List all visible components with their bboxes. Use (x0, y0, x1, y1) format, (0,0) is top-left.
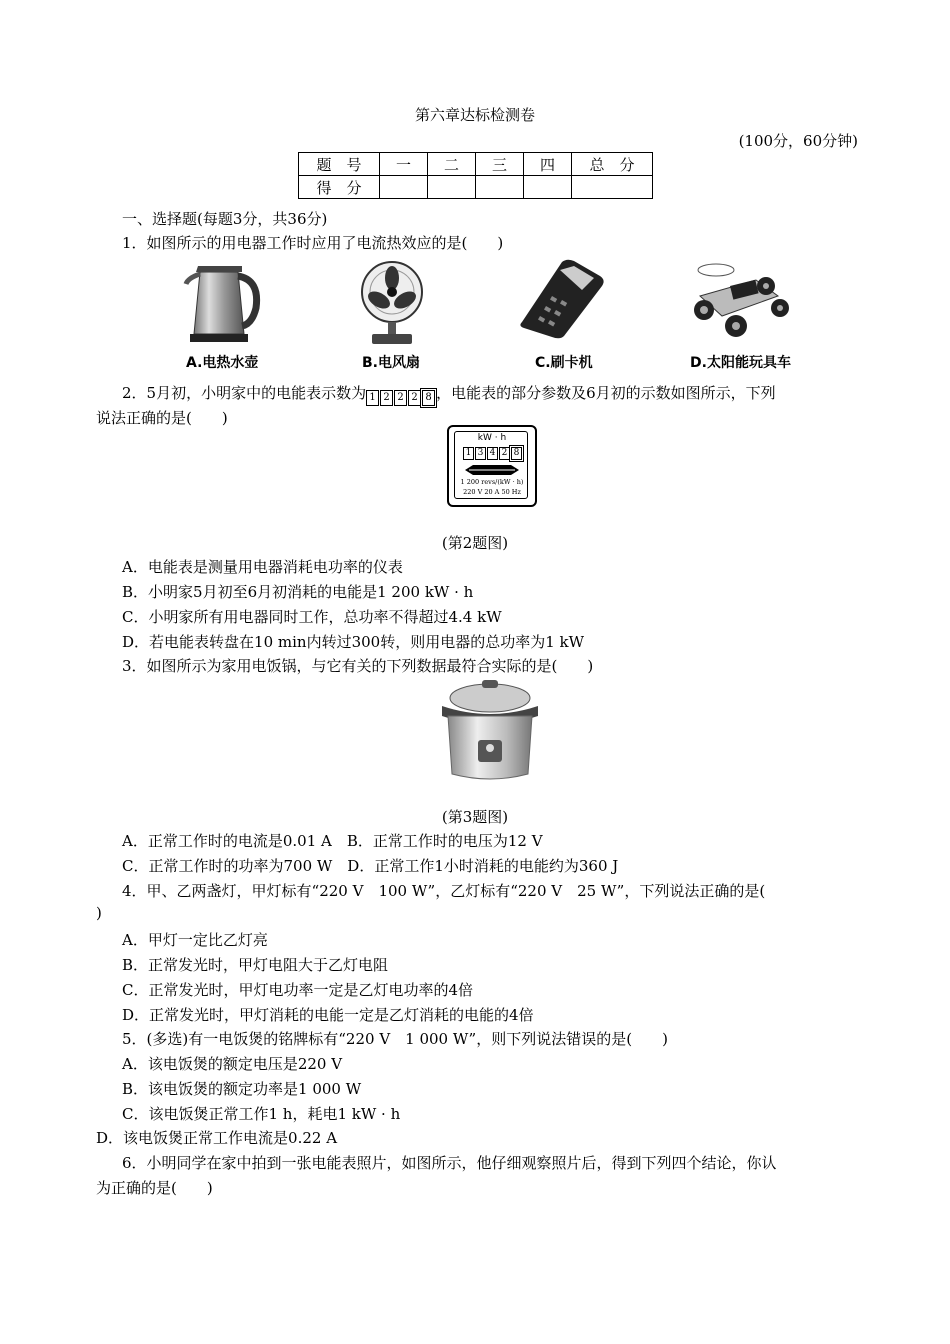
table-cell: 得 分 (299, 176, 380, 199)
score-input-cell[interactable] (428, 176, 476, 199)
option-c: C．正常发光时，甲灯电功率一定是乙灯电功率的4倍 (122, 981, 474, 999)
question-4-stem-line2: ) (96, 904, 102, 922)
digit-box: 8 (422, 390, 435, 406)
meter-unit: kW · h (477, 433, 507, 443)
option-label-d: D.太阳能玩具车 (690, 355, 791, 371)
meter-revs: 1 200 revs/(kW · h) (460, 478, 524, 486)
score-input-cell[interactable] (524, 176, 572, 199)
meter-spec: 220 V 20 A 50 Hz (463, 488, 521, 496)
digit-box: 1 (366, 390, 379, 406)
question-6-stem: 6．小明同学在家中拍到一张电能表照片，如图所示，他仔细观察照片后，得到下列四个结论，你认 (122, 1154, 777, 1172)
figure-caption: (第2题图) (441, 534, 509, 552)
electric-fan-image (352, 258, 432, 348)
table-cell: 题 号 (299, 153, 380, 176)
digit-box: 2 (408, 390, 421, 406)
meter-reading-boxes (366, 386, 436, 406)
option-b: B．该电饭煲的额定功率是1 000 W (122, 1080, 362, 1098)
score-input-cell[interactable] (380, 176, 428, 199)
question-4-stem: 4．甲、乙两盏灯，甲灯标有“220 V 100 W”，乙灯标有“220 V 25 W”，下列说法正确的是( (122, 882, 766, 900)
page-title: 第六章达标检测卷 (414, 106, 535, 124)
table-cell: 四 (524, 153, 572, 176)
digit-box: 2 (499, 447, 510, 460)
table-row (299, 176, 653, 199)
digit-box: 4 (487, 447, 498, 460)
electric-kettle-image (178, 258, 268, 348)
option-d: D．该电饭煲正常工作电流是0.22 A (96, 1129, 338, 1147)
option-d: D．若电能表转盘在10 min内转过300转，则用电器的总功率为1 kW (122, 633, 585, 651)
digit-box: 2 (380, 390, 393, 406)
question-6-stem-line2: 为正确的是( ) (96, 1179, 213, 1197)
score-input-cell[interactable] (476, 176, 524, 199)
table-cell: 二 (428, 153, 476, 176)
table-cell: 一 (380, 153, 428, 176)
table-cell: 总 分 (572, 153, 653, 176)
option-d: D．正常发光时，甲灯消耗的电能一定是乙灯消耗的电能的4倍 (122, 1006, 534, 1024)
question-2-stem (122, 382, 776, 406)
option-a: A．该电饭煲的额定电压是220 V (122, 1055, 343, 1073)
rice-cooker-image (434, 676, 546, 784)
score-input-cell[interactable] (572, 176, 653, 199)
option-a: A．电能表是测量用电器消耗电功率的仪表 (122, 558, 403, 576)
option-label-b: B.电风扇 (362, 355, 420, 371)
digit-box: 3 (475, 447, 486, 460)
table-cell: 三 (476, 153, 524, 176)
meter-digits (463, 447, 523, 460)
option-b: B．小明家5月初至6月初消耗的电能是1 200 kW · h (122, 583, 474, 601)
electricity-meter-figure (447, 425, 537, 507)
digit-box: 2 (394, 390, 407, 406)
solar-toy-car-image (686, 256, 791, 346)
question-2-stem-text: ，电能表的部分参数及6月初的示数如图所示，下列 (436, 384, 776, 402)
question-5-stem: 5．(多选)有一电饭煲的铭牌标有“220 V 1 000 W”，则下列说法错误的是( ) (122, 1030, 668, 1048)
table-row (299, 153, 653, 176)
question-3-stem: 3．如图所示为家用电饭锅，与它有关的下列数据最符合实际的是( ) (122, 657, 594, 675)
card-reader-image (512, 256, 607, 341)
option-c: C．该电饭煲正常工作1 h，耗电1 kW · h (122, 1105, 401, 1123)
meter-disc-icon (463, 464, 521, 476)
question-2-stem-line2: 说法正确的是( ) (96, 409, 228, 427)
figure-caption: (第3题图) (441, 808, 509, 826)
option-a: A．甲灯一定比乙灯亮 (122, 931, 268, 949)
question-2-stem-text: 2．5月初，小明家中的电能表示数为 (122, 384, 367, 402)
option-label-a: A.电热水壶 (186, 355, 259, 371)
option-cd: C．正常工作时的功率为700 W D．正常工作1小时消耗的电能约为360 J (122, 857, 619, 875)
option-ab: A．正常工作时的电流是0.01 A B．正常工作时的电压为12 V (122, 832, 543, 850)
option-b: B．正常发光时，甲灯电阻大于乙灯电阻 (122, 956, 389, 974)
option-c: C．小明家所有用电器同时工作，总功率不得超过4.4 kW (122, 608, 502, 626)
exam-meta: (100分，60分钟) (738, 132, 858, 150)
score-table (298, 152, 653, 199)
section-heading: 一、选择题(每题3分，共36分) (122, 210, 328, 228)
digit-box: 8 (511, 447, 522, 460)
question-1-stem: 1．如图所示的用电器工作时应用了电流热效应的是( ) (122, 234, 504, 252)
digit-box: 1 (463, 447, 474, 460)
option-label-c: C.刷卡机 (535, 355, 593, 371)
